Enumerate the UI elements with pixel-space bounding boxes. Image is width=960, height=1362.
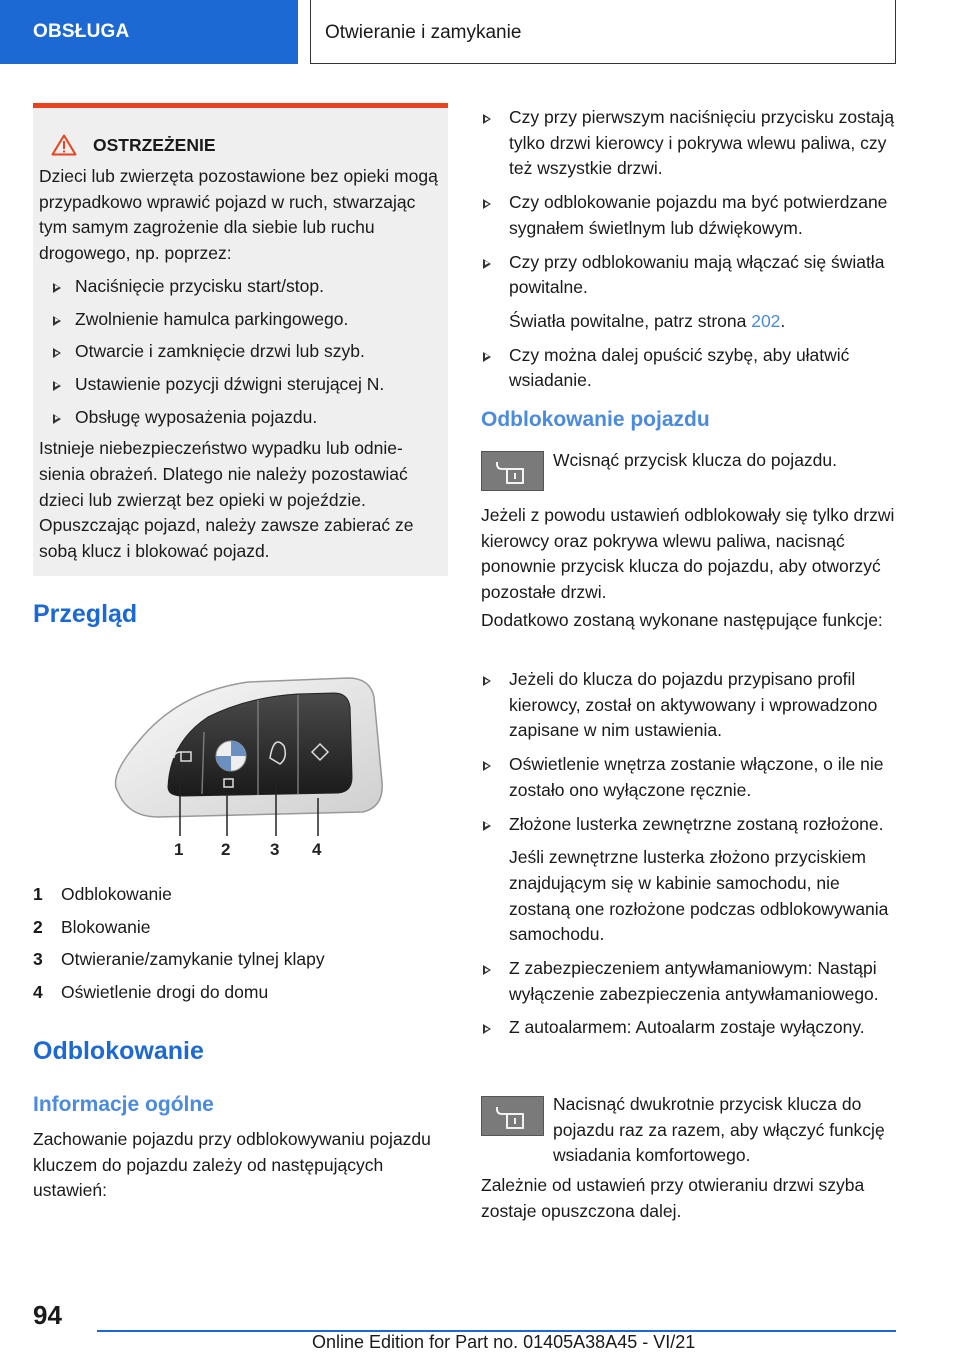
list-item-note: Jeśli zewnętrzne lusterka złożono przyciskiem znajdującym się w kabinie samochodu, nie zostaną one rozłożone podczas odblokowywania samochodu.: [509, 847, 889, 945]
bullet-triangle-icon: [483, 761, 491, 771]
warning-box: [33, 103, 448, 576]
bullet-triangle-icon: [53, 348, 61, 358]
bullet-triangle-icon: [483, 821, 491, 831]
bullet-triangle-icon: [483, 352, 491, 362]
overview-heading: Przegląd: [33, 600, 138, 628]
list-item: Złożone lusterka zewnętrzne zostaną rozłożone. Jeśli zewnętrzne lusterka złożono przyciskiem znajdującym się w kabinie samochodu, nie zostaną one rozłożone podczas odblokowywania samochodu.: [481, 812, 897, 949]
bullet-triangle-icon: [483, 199, 491, 209]
list-item: Czy przy pierwszym naciśnięciu przycisku zostają tylko drzwi kierowcy i pokrywa wlewu paliwa, czy też wszystkie drzwi.: [481, 105, 897, 182]
unlock-button-icon: [481, 451, 544, 491]
warning-title: OSTRZEŻENIE: [93, 134, 216, 155]
list-item: Czy przy odblokowaniu mają włączać się światła powitalne. Światła powitalne, patrz strona 202.: [481, 250, 897, 335]
bullet-triangle-icon: [53, 414, 61, 424]
warning-list: [39, 274, 442, 431]
list-item: Otwarcie i zamknięcie drzwi lub szyb.: [39, 339, 442, 365]
callout-2: 2: [221, 840, 231, 859]
list-item: Naciśnięcie przycisku start/stop.: [39, 274, 442, 300]
unlock-paragraph-2: Dodatkowo zostaną wykonane następujące funkcje:: [481, 610, 883, 630]
section-tab: OBSŁUGA: [0, 0, 298, 64]
list-item: Czy można dalej opuścić szybę, aby ułatwić wsiadanie.: [481, 343, 897, 394]
unlock-paragraph-1: Jeżeli z powodu ustawień odblokowały się tylko drzwi kierowcy oraz pokrywa wlewu paliwa, nacisnąć ponownie przycisk klucza do pojazdu, aby otworzyć pozostałe drzwi.: [481, 505, 895, 603]
double-press-instruction: Nacisnąć dwukrotnie przycisk klucza do pojazdu raz za razem, aby włączyć funkcję wsiadania komfortowego.: [553, 1094, 885, 1166]
topic-title: Otwieranie i zamykanie: [325, 22, 522, 43]
unlocking-intro: Zachowanie pojazdu przy odblokowywaniu pojazdu kluczem do pojazdu zależy od następujących ustawień:: [33, 1129, 431, 1201]
warning-triangle-icon: [51, 134, 77, 156]
bullet-triangle-icon: [53, 283, 61, 293]
list-item: Obsługę wyposażenia pojazdu.: [39, 405, 442, 431]
settings-list: [481, 105, 897, 402]
bullet-triangle-icon: [53, 316, 61, 326]
warning-outro: Istnieje niebezpieczeństwo wypadku lub odniesienia obrażeń. Dlatego nie należy pozostawiać dzieci lub zwierząt bez opieki w pojeździe. Opuszczając pojazd, należy zawsze zabierać ze sobą klucz i blokować pojazd.: [39, 438, 414, 562]
page-reference-link[interactable]: 202: [751, 310, 781, 331]
page-number: 94: [33, 1300, 62, 1330]
unlocking-heading: Odblokowanie: [33, 1037, 204, 1065]
bullet-triangle-icon: [483, 1024, 491, 1034]
list-item-note: Światła powitalne, patrz strona 202.: [509, 310, 786, 331]
footer-edition: Online Edition for Part no. 01405A38A45 - VI/21: [312, 1332, 696, 1352]
bullet-triangle-icon: [483, 965, 491, 975]
legend-row: 1 Odblokowanie: [33, 884, 172, 904]
figure-legend: [33, 878, 325, 1008]
warning-intro: Dzieci lub zwierzęta pozostawione bez opieki mogą przypadkowo wprawić pojazd w ruch, stwarzając tym samym zagrożenie dla siebie lub ruchu drogowego, np. poprzez:: [39, 166, 438, 264]
callout-1: 1: [174, 840, 184, 859]
unlock-instruction: Wcisnąć przycisk klucza do pojazdu.: [553, 450, 837, 470]
bullet-triangle-icon: [483, 259, 491, 269]
unlocking-subheading: Informacje ogólne: [33, 1093, 214, 1116]
legend-row: 4 Oświetlenie drogi do domu: [33, 981, 269, 1002]
unlock-functions-list: [481, 667, 897, 1049]
key-fob-illustration: [98, 672, 388, 862]
list-item: Z autoalarmem: Autoalarm zostaje wyłączony.: [481, 1015, 897, 1041]
warning-heading: [51, 134, 442, 156]
list-item: Zwolnienie hamulca parkingowego.: [39, 307, 442, 333]
list-item: Czy odblokowanie pojazdu ma być potwierdzane sygnałem świetlnym lub dźwiękowym.: [481, 190, 897, 241]
callout-4: 4: [312, 840, 322, 859]
legend-row: 3 Otwieranie/zamykanie tylnej klapy: [33, 949, 325, 969]
bullet-triangle-icon: [53, 381, 61, 391]
window-note: Zależnie od ustawień przy otwieraniu drzwi szyba zostaje opuszczona dalej.: [481, 1175, 865, 1221]
unlock-button-icon: [481, 1096, 544, 1136]
list-item: Ustawienie pozycji dźwigni sterującej N.: [39, 372, 442, 398]
vehicle-unlock-heading: Odblokowanie pojazdu: [481, 408, 710, 431]
list-item: Z zabezpieczeniem antywłamaniowym: Nastąpi wyłączenie zabezpieczenia antywłamaniowego.: [481, 956, 897, 1007]
legend-row: 2 Blokowanie: [33, 916, 151, 937]
callout-3: 3: [270, 840, 280, 859]
bullet-triangle-icon: [483, 676, 491, 686]
bullet-triangle-icon: [483, 114, 491, 124]
list-item: Jeżeli do klucza do pojazdu przypisano profil kierowcy, został on aktywowany i wprowadzono zapisane w nim ustawienia.: [481, 667, 897, 744]
list-item: Oświetlenie wnętrza zostanie włączone, o ile nie zostało ono wyłączone ręcznie.: [481, 752, 897, 803]
